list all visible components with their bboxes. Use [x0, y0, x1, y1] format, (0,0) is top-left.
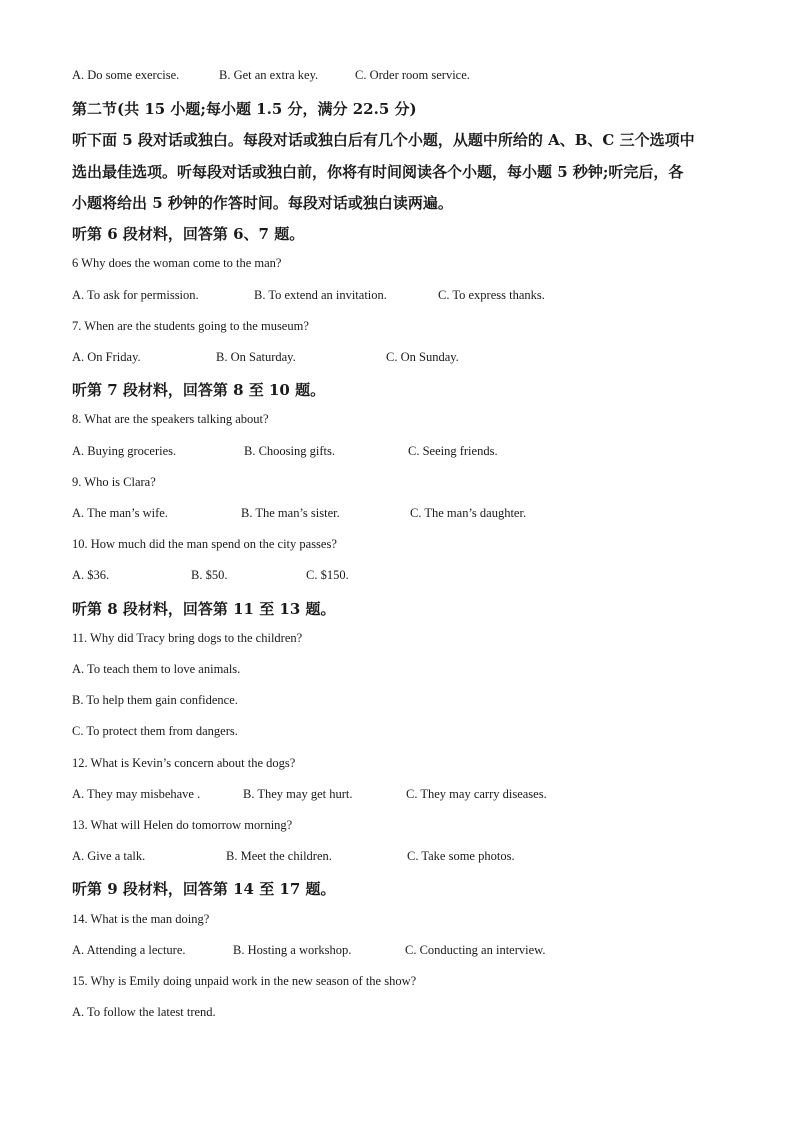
option-a: A. To ask for permission.: [72, 288, 199, 302]
option-a: A. $36.: [72, 568, 110, 582]
option-b: B. On Saturday.: [216, 350, 296, 364]
option-a: A. On Friday.: [72, 350, 141, 364]
material-heading: 听第 7 段材料，回答第 8 至 10 题。: [72, 381, 326, 399]
option-a: A. To follow the latest trend.: [72, 1005, 216, 1019]
question-12: 12. What is Kevin’s concern about the dogs?: [72, 756, 296, 770]
option-b: B. Get an extra key.: [219, 68, 319, 82]
question-13: 13. What will Helen do tomorrow morning?: [72, 818, 293, 832]
material-heading: 听第 9 段材料，回答第 14 至 17 题。: [72, 880, 336, 898]
material-heading: 听第 8 段材料，回答第 11 至 13 题。: [72, 600, 336, 618]
option-b: B. $50.: [191, 568, 228, 582]
option-c: C. Order room service.: [355, 68, 470, 82]
option-a: A. To teach them to love animals.: [72, 662, 241, 676]
question-6: 6 Why does the woman come to the man?: [72, 256, 282, 270]
option-c: C. The man’s daughter.: [410, 506, 527, 520]
question-11: 11. Why did Tracy bring dogs to the children?: [72, 631, 303, 645]
option-a: A. Do some exercise.: [72, 68, 180, 82]
question-8: 8. What are the speakers talking about?: [72, 412, 269, 426]
section-title: 第二节(共 15 小题;每小题 1.5 分，满分 22.5 分): [72, 100, 417, 118]
instruction-line: 选出最佳选项。听每段对话或独白前，你将有时间阅读各个小题，每小题 5 秒钟;听完后，各: [72, 163, 684, 181]
option-c: C. To protect them from dangers.: [72, 724, 238, 738]
option-c: C. Seeing friends.: [408, 444, 498, 458]
question-14: 14. What is the man doing?: [72, 912, 210, 926]
option-c: C. Conducting an interview.: [405, 943, 546, 957]
question-7: 7. When are the students going to the museum?: [72, 319, 309, 333]
option-b: B. To help them gain confidence.: [72, 693, 238, 707]
option-b: B. To extend an invitation.: [254, 288, 387, 302]
option-b: B. Hosting a workshop.: [233, 943, 352, 957]
option-c: C. They may carry diseases.: [406, 787, 547, 801]
option-a: A. The man’s wife.: [72, 506, 168, 520]
option-c: C. Take some photos.: [407, 849, 515, 863]
option-a: A. They may misbehave .: [72, 787, 201, 801]
question-15: 15. Why is Emily doing unpaid work in the new season of the show?: [72, 974, 417, 988]
option-c: C. On Sunday.: [386, 350, 459, 364]
option-b: B. Meet the children.: [226, 849, 332, 863]
option-b: B. Choosing gifts.: [244, 444, 335, 458]
instruction-line: 小题将给出 5 秒钟的作答时间。每段对话或独白读两遍。: [72, 194, 453, 212]
question-10: 10. How much did the man spend on the city passes?: [72, 537, 337, 551]
material-heading: 听第 6 段材料，回答第 6、7 题。: [72, 225, 305, 243]
option-a: A. Give a talk.: [72, 849, 146, 863]
question-9: 9. Who is Clara?: [72, 475, 156, 489]
instruction-line: 听下面 5 段对话或独白。每段对话或独白后有几个小题，从题中所给的 A、B、C 三个选项中: [72, 131, 695, 149]
option-a: A. Attending a lecture.: [72, 943, 186, 957]
option-a: A. Buying groceries.: [72, 444, 177, 458]
option-c: C. To express thanks.: [438, 288, 545, 302]
option-b: B. The man’s sister.: [241, 506, 340, 520]
option-b: B. They may get hurt.: [243, 787, 353, 801]
option-c: C. $150.: [306, 568, 349, 582]
